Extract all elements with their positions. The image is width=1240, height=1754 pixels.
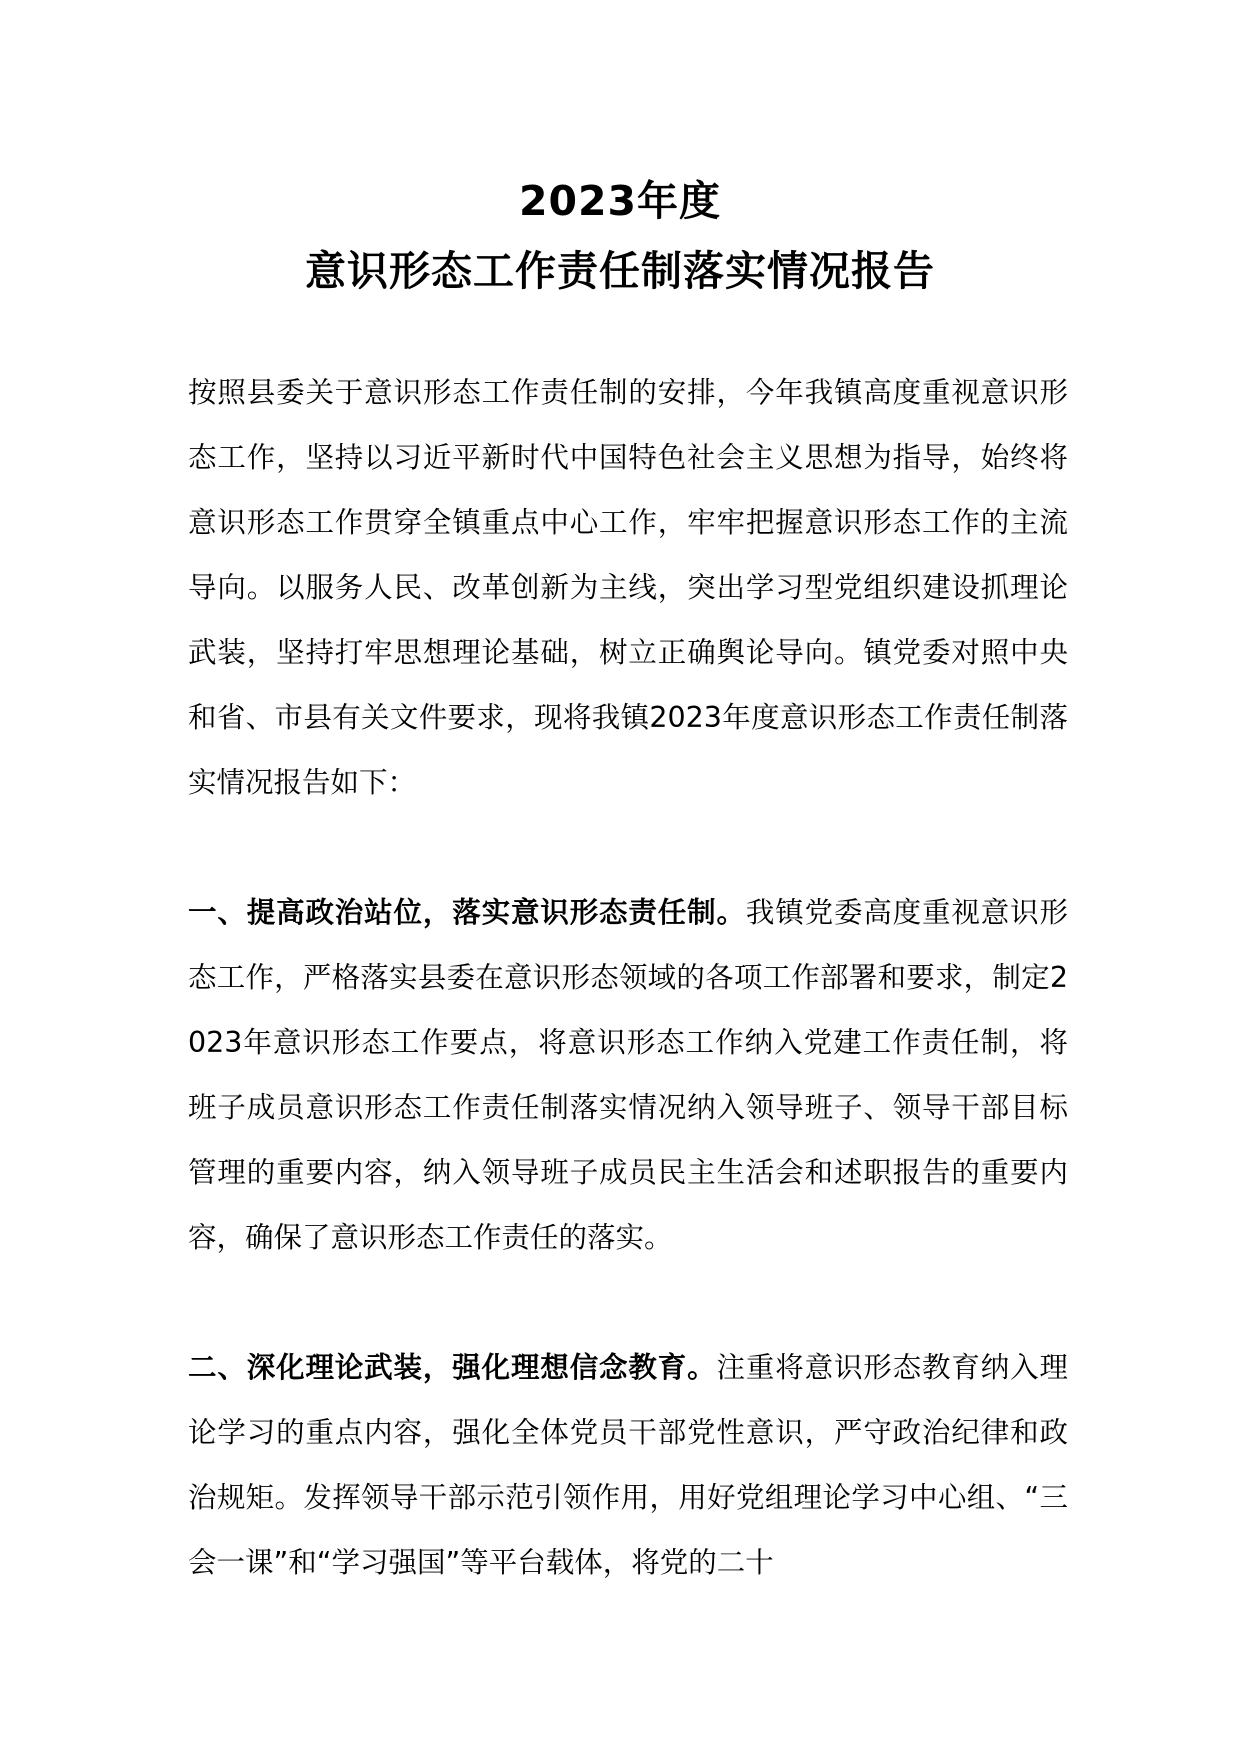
section-paragraph-2 [188,1335,1068,1595]
section-body-2: 注重将意识形态教育纳入理论学习的重点内容，强化全体党员干部党性意识，严守政治纪律和政治规矩。发挥领导干部示范引领作用，用好党组理论学习中心组、“三会一课”和“学习强国”等平台载体，将党的二十 [188,1351,1068,1579]
title-year: 2023年度 [518,177,722,225]
section-heading-1: 一、提高政治站位，落实意识形态责任制。 [188,896,746,929]
title-main: 意识形态工作责任制落实情况报告 [305,247,935,295]
intro-paragraph: 按照县委关于意识形态工作责任制的安排，今年我镇高度重视意识形态工作，坚持以习近平新时代中国特色社会主义思想为指导，始终将意识形态工作贯穿全镇重点中心工作，牢牢把握意识形态工作的主流导向。以服务人民、改革创新为主线，突出学习型党组织建设抓理论武装，坚持打牢思想理论基础，树立正确舆论导向。镇党委对照中央和省、市县有关文件要求，现将我镇2023年度意识形态工作责任制落实情况报告如下： [188,376,1068,799]
section-body-1: 我镇党委高度重视意识形态工作，严格落实县委在意识形态领域的各项工作部署和要求，制定2023年意识形态工作要点，将意识形态工作纳入党建工作责任制，将班子成员意识形态工作责任制落实情况纳入领导班子、领导干部目标管理的重要内容，纳入领导班子成员民主生活会和述职报告的重要内容，确保了意识形态工作责任的落实。 [188,896,1068,1254]
document-title [0,166,1240,306]
section-paragraph-1 [188,880,1068,1270]
section-heading-2: 二、深化理论武装，强化理想信念教育。 [188,1351,717,1384]
